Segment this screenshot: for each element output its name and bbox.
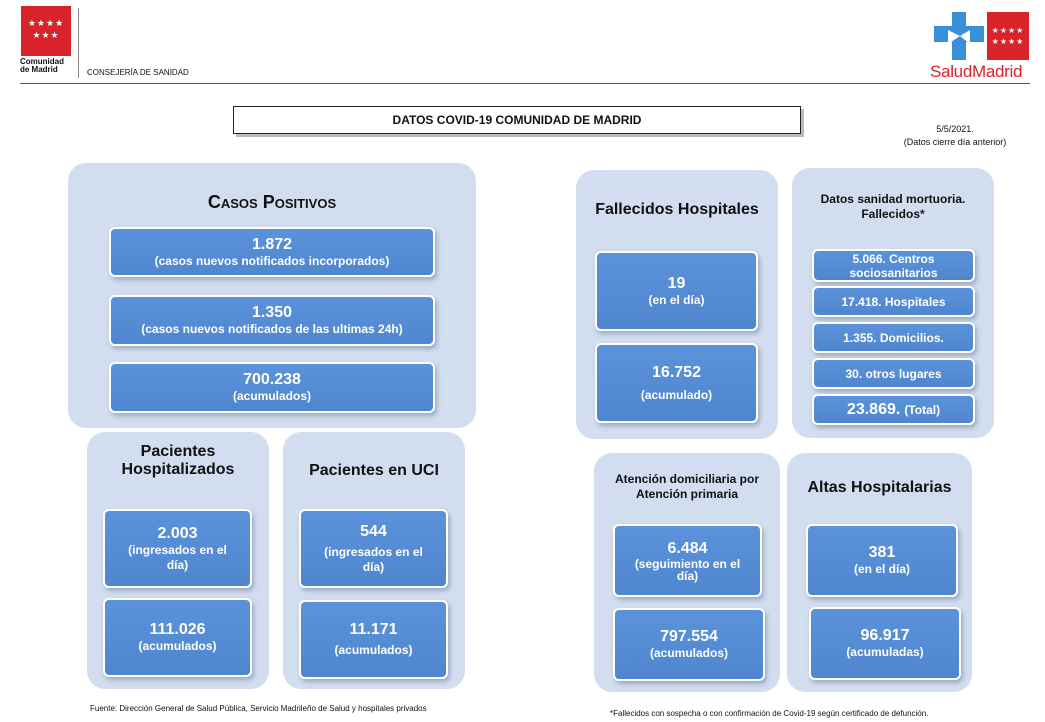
stars-icon: ★★★★	[27, 19, 65, 29]
comunidad-madrid-name: Comunidad de Madrid	[20, 57, 64, 74]
mortuoria-centros: 5.066. Centros sociosanitarios	[812, 249, 975, 282]
header-rule	[20, 83, 1030, 84]
mortuoria-hospitales: 17.418. Hospitales	[812, 286, 975, 317]
uci-dia: 544 (ingresados en el día)	[299, 509, 448, 588]
fallecidos-acumulado: 16.752 (acumulado)	[595, 343, 758, 423]
page-title: DATOS COVID-19 COMUNIDAD DE MADRID	[233, 106, 801, 134]
domiciliaria-acumulados: 797.554 (acumulados)	[613, 608, 765, 681]
casos-acumulados: 700.238 (acumulados)	[109, 362, 435, 413]
comunidad-madrid-logo	[21, 6, 71, 56]
casos-positivos-title: Casos Positivos	[207, 192, 337, 212]
hospitalizados-dia: 2.003 (ingresados en el día)	[103, 509, 252, 588]
casos-nuevos-24h: 1.350 (casos nuevos notificados de las ultimas 24h)	[109, 295, 435, 346]
source-note: Fuente: Dirección General de Salud Pública, Servicio Madrileño de Salud y hospitales privados	[90, 704, 427, 713]
uci-acumulados: 11.171 (acumulados)	[299, 600, 448, 679]
report-date: 5/5/2021. (Datos cierre día anterior)	[903, 124, 1007, 147]
salud-madrid-name: SaludMadrid	[930, 62, 1023, 81]
stars-icon: ★★★★	[991, 37, 1025, 46]
hospitalizados-acumulados: 111.026 (acumulados)	[103, 598, 252, 677]
salud-madrid-flag	[987, 12, 1029, 60]
fallecidos-footnote: *Fallecidos con sospecha o con confirmación de Covid-19 según certificado de defunción.	[610, 709, 929, 718]
domiciliaria-title: Atención domiciliaria por Atención primaria	[614, 472, 760, 501]
altas-acumuladas: 96.917 (acumuladas)	[809, 607, 961, 680]
stars-icon: ★★★	[32, 31, 60, 41]
uci-title: Pacientes en UCI	[309, 462, 439, 479]
mortuoria-otros: 30. otros lugares	[812, 358, 975, 389]
altas-dia: 381 (en el día)	[806, 524, 958, 597]
header-divider	[78, 8, 79, 78]
altas-title: Altas Hospitalarias	[807, 479, 952, 496]
stars-icon: ★★★★	[991, 26, 1025, 35]
hospitalizados-title: Pacientes Hospitalizados	[121, 443, 235, 478]
domiciliaria-dia: 6.484 (seguimiento en el día)	[613, 524, 762, 597]
fallecidos-title: Fallecidos Hospitales	[595, 201, 759, 218]
casos-nuevos-incorporados: 1.872 (casos nuevos notificados incorporados)	[109, 227, 435, 277]
fallecidos-dia: 19 (en el día)	[595, 251, 758, 331]
mortuoria-title: Datos sanidad mortuoria. Fallecidos*	[820, 192, 966, 221]
consejeria-label: CONSEJERÍA DE SANIDAD	[87, 68, 189, 77]
mortuoria-total: 23.869. (Total)	[812, 394, 975, 425]
salud-madrid-cross-icon	[934, 12, 984, 60]
mortuoria-domicilios: 1.355. Domicilios.	[812, 322, 975, 353]
